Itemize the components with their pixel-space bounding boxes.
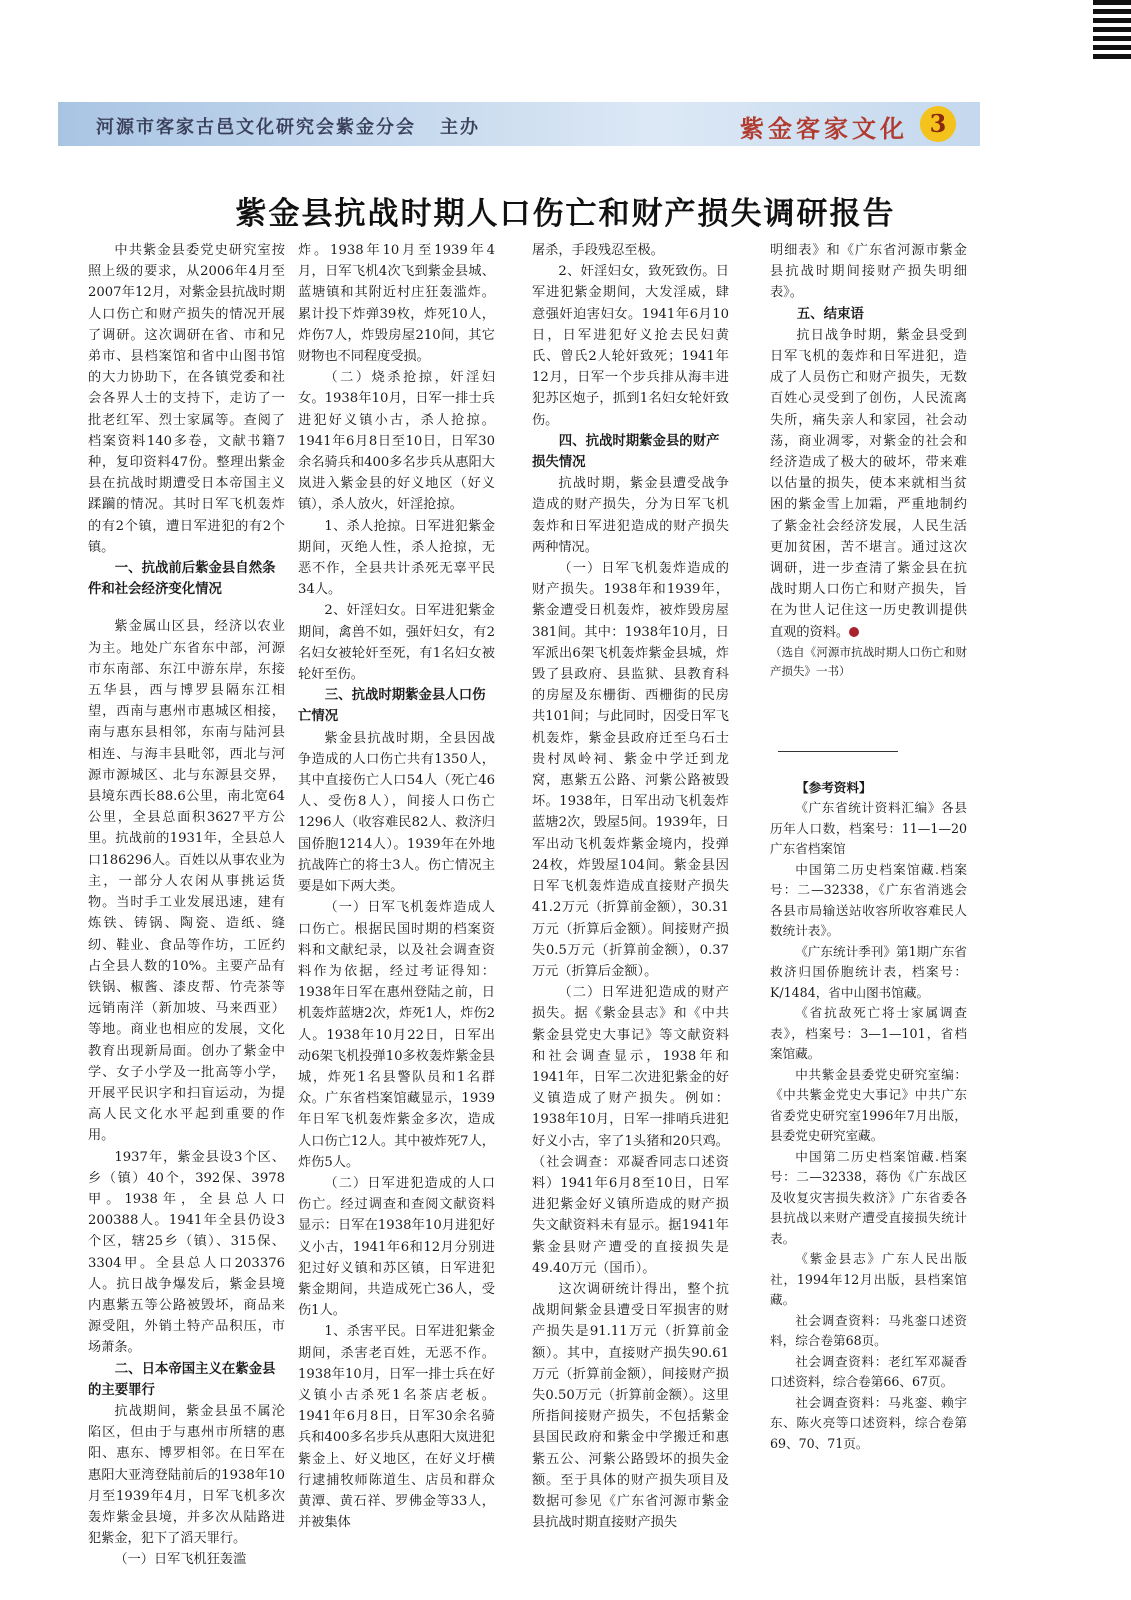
body-paragraph: 抗战时期，紫金县遭受战争造成的财产损失，分为日军飞机轰炸和日军进犯造成的财产损失两种情况。 — [532, 476, 729, 555]
reference-item: 社会调查资料：老红军邓凝香口述资料，综合卷第66、67页。 — [770, 1353, 967, 1390]
reference-item: 《广东统计季刊》第1期广东省救济归国侨胞统计表，档案号：K/1484，省中山图书馆藏。 — [770, 943, 967, 1000]
reference-item: 中国第二历史档案馆藏.档案号：二—32338，《广东省消逃会各县市局输送站收容所收容难民人数统计表》。 — [770, 861, 967, 939]
publication-title: 紫金客家文化 — [740, 114, 908, 143]
section-heading: 四、抗战时期紫金县的财产损失情况 — [532, 432, 720, 471]
paragraph-gap — [88, 600, 285, 616]
body-paragraph: 炸。1938年10月至1939年4月，日军飞机4次飞到紫金县城、蓝塘镇和其附近村庄狂轰滥炸。累计投下炸弹39枚，炸死10人，炸伤7人，炸毁房屋210间，其它财物也不同程度受损。 — [298, 243, 495, 365]
article-column-2 — [298, 240, 495, 1540]
body-paragraph: 1、杀人抢掠。日军进犯紫金期间，灭绝人性，杀人抢掠，无恶不作，全县共计杀死无辜平民34人。 — [298, 518, 495, 598]
reference-heading: 【参考资料】 — [796, 779, 872, 795]
body-paragraph: （一）日军飞机轰炸造成的财产损失。1938年和1939年，紫金遭受日机轰炸，被炸毁房屋381间。其中：1938年10月，日军派出6架飞机轰炸紫金县城，炸毁了县政府、县监狱、县教育科的房屋及东栅街、西栅街的民房共101间；与此同时，因受日军飞机轰炸，紫金县政府迁至乌石士贵村凤岭祠、紫金中学迁到龙窝，惠紫五公路、河紫公路被毁坏。1938年，日军出动飞机轰炸蓝塘2次，毁屋5间。1939年，日军出动飞机轰炸紫金境内，投弹24枚，炸毁屋104间。紫金县因日军飞机轰炸造成直接财产损失41.2万元（折算前金额），30.31万元（折算后金额）。间接财产损失0.5万元（折算前金额），0.37万元（折算后金额）。 — [532, 561, 729, 979]
body-paragraph: 屠杀，手段残忍至极。 — [532, 243, 664, 258]
reference-item: 中国第二历史档案馆藏.档案号：二—32338，蒋伪《广东战区及收复灾害损失救济》广东省委各县抗战以来财产遭受直接损失统计表。 — [770, 1148, 967, 1246]
header-organizer — [96, 113, 480, 139]
body-paragraph: 紫金县抗战时期，全县因战争造成的人口伤亡共有1350人，其中直接伤亡人口54人（死亡46人、受伤8人），间接人口伤亡1296人（收容难民82人、救济归国侨胞1214人）。1939年在外地抗战阵亡的将士3人。伤亡情况主要是如下两大类。 — [298, 730, 495, 895]
conclusion-section — [770, 240, 967, 681]
body-paragraph: （一）日军飞机轰炸造成人口伤亡。根据民国时期的档案资料和文献纪录，以及社会调查资料作为依据，经过考证得知：1938年日军在惠州登陆之前，日机轰炸蓝塘2次，炸死1人，炸伤2人。1938年10月22日，日军出动6架飞机投弹10多枚轰炸紫金县城，炸死1名县警队员和1名群众。广东省档案馆藏显示，1939年日军飞机轰炸紫金多次，造成人口伤亡12人。其中被炸死7人，炸伤5人。 — [298, 900, 495, 1170]
section-heading: 一、抗战前后紫金县自然条件和社会经济变化情况 — [88, 560, 276, 598]
body-paragraph: 抗日战争时期，紫金县受到日军飞机的轰炸和日军进犯，造成了人员伤亡和财产损失，无数百姓心灵受到了创伤，人民流离失所，痛失亲人和家园，社会动荡，商业凋零，对紫金的社会和经济造成了极大的破坏，带来难以估量的损失，使本来就相当贫困的紫金雪上加霜，严重地制约了紫金社会经济发展，人民生活更加贫困，苦不堪言。通过这次调研，进一步查清了紫金县在抗战时期人口伤亡和财产损失，旨在为世人记住这一历史教训提供直观的资料。 — [770, 327, 967, 640]
body-paragraph: 明细表》和《广东省河源市紫金县抗战时期间接财产损失明细表》。 — [770, 243, 967, 301]
body-paragraph: 1、杀害平民。日军进犯紫金期间，杀害老百姓，无恶不作。1938年10月，日军一排士兵在好义镇小古杀死1名茶店老板。1941年6月8日，日军30余名骑兵和400多名步兵从惠阳大岚进犯紫金上、好义地区，在好义圩横行逮捕牧师陈道生、店员和群众黄潭、黄石祥、罗佛金等33人，并被集体 — [298, 1324, 495, 1531]
body-paragraph: （一）日军飞机狂轰滥 — [114, 1552, 247, 1568]
body-paragraph: 这次调研统计得出，整个抗战期间紫金县遭受日军损害的财产损失是91.11万元（折算前金额）。其中，直接财产损失90.61万元（折算前金额），间接财产损失0.50万元（折算前金额）。这里所指间接财产损失，不包括紫金县国民政府和紫金中学搬迁和惠紫五公、河紫公路毁坏的损失金额。至于具体的财产损失项目及数据可参见《广东省河源市紫金县抗战时期直接财产损失 — [532, 1281, 729, 1531]
section-heading: 三、抗战时期紫金县人口伤亡情况 — [298, 687, 486, 725]
article-column-3 — [532, 240, 729, 1540]
source-note: （选自《河源市抗战时期人口伤亡和财产损失》一书） — [770, 644, 967, 678]
end-mark-icon — [849, 627, 859, 637]
reference-item: 社会调查资料：马兆銮口述资料，综合卷第68页。 — [770, 1312, 967, 1349]
reference-item: 《紫金县志》广东人民出版社，1994年12月出版，县档案馆藏。 — [770, 1251, 967, 1308]
body-paragraph: 中共紫金县委党史研究室按照上级的要求，从2006年4月至2007年12月，对紫金县抗战时期人口伤亡和财产损失的情况开展了调研。这次调研在省、市和兄弟市、县档案馆和省中山图书馆的大力协助下，在各镇党委和社会各界人士的支持下，走访了一批老红军、烈士家属等。查阅了档案资料140多卷，文献书籍7种，复印资料47份。整理出紫金县在抗战时期遭受日本帝国主义蹂躏的情况。其时日军飞机轰炸的有2个镇，遭日军进犯的有2个镇。 — [88, 243, 285, 555]
reference-item: 《广东省统计资料汇编》各县历年人口数，档案号：11—1—20广东省档案馆 — [770, 800, 967, 857]
section-heading: 五、结束语 — [796, 305, 864, 322]
section-heading: 二、日本帝国主义在紫金县的主要罪行 — [88, 1360, 276, 1398]
page-number-badge: 3 — [920, 106, 956, 142]
body-paragraph: 抗战期间，紫金县虽不属沦陷区，但由于与惠州市所辖的惠阳、惠东、博罗相邻。在日军在惠阳大亚湾登陆前后的1938年10月至1939年4月，日军飞机多次轰炸紫金县境，并多次从陆路进犯紫金，犯下了滔天罪行。 — [88, 1403, 285, 1547]
page-header-banner — [58, 102, 980, 146]
reference-items — [770, 798, 967, 1454]
reference-item: 中共紫金县委党史研究室编：《中共紫金党史大事记》中共广东省委党史研究室1996年7月出版，县委党史研究室藏。 — [770, 1066, 967, 1144]
body-paragraph: （二）日军进犯造成的人口伤亡。经过调查和查阅文献资料显示：日军在1938年10月进犯好义小古，1941年6和12月分别进犯过好义镇和苏区镇，日军进犯紫金期间，共造成死亡36人，受伤1人。 — [298, 1175, 495, 1319]
reference-item: 社会调查资料：马兆銮、赖宇东、陈火亮等口述资料，综合卷第69、70、71页。 — [770, 1394, 967, 1451]
body-paragraph: 1937年，紫金县设3个区、乡（镇）40个，392保、3978甲。1938年，全县总人口200388人。1941年全县仍设3个区，辖25乡（镇）、315保、3304甲。全县总人口203376人。抗日战争爆发后，紫金县境内惠紫五等公路被毁坏，商品来源受阻，外销土特产品积压，市场萧条。 — [88, 1149, 285, 1356]
body-paragraph: 2、奸淫妇女。日军进犯紫金期间，禽兽不如，强奸妇女，有2名妇女被轮奸至死，有1名妇女被轮奸至伤。 — [298, 603, 495, 683]
article-column-4 — [770, 240, 967, 1540]
organizer-name: 河源市客家古邑文化研究会紫金分会 — [96, 117, 416, 138]
reference-list — [770, 778, 967, 1455]
body-paragraph: 2、奸淫妇女，致死致伤。日军进犯紫金期间，大发淫威，肆意强奸迫害妇女。1941年6月10日，日军进犯好义抢去民妇黄氏、曾氏2人轮奸致死；1941年12月，日军一个步兵排从海丰进犯苏区炮子，抓到1名妇女轮奸致伤。 — [532, 264, 729, 428]
article-column-1 — [88, 240, 285, 1568]
organizer-role: 主办 — [440, 117, 480, 138]
reference-item: 《省抗敌死亡将士家属调查表》，档案号：3—1—101，省档案馆藏。 — [770, 1005, 967, 1062]
body-paragraph: （二）烧杀抢掠，奸淫妇女。1938年10月，日军一排士兵进犯好义镇小古，杀人抢掠。1941年6月8日至10日，日军30余名骑兵和400多名步兵从惠阳大岚进入紫金县的好义地区（好义镇），杀人放火，奸淫抢掠。 — [298, 370, 495, 513]
body-paragraph: 紫金属山区县，经济以农业为主。地处广东省东中部，河源市东南部、东江中游东岸，东接五华县，西与博罗县隔东江相望，西南与惠州市惠城区相接，南与惠东县相邻，东南与陆河县相连、与海丰县毗邻，西北与河源市源城区、北与东源县交界，县境东西长88.6公里，南北宽64公里，全县总面积3627平方公里。抗战前的1931年，全县总人口186296人。百姓以从事农业为主，一部分人农闲从事挑运货物。当时手工业发展迅速，建有炼铁、铸锅、陶瓷、造纸、缝纫、鞋业、食品等作坊，工匠约占全县人数的10%。主要产品有铁锅、椒酱、漆皮帮、竹壳茶等远销南洋（新加坡、马来西亚）等地。商业也相应的发展，文化教育出现新局面。创办了紫金中学、女子小学及一批高等小学，开展平民识字和扫盲运动，为提高人民文化水平起到重要的作用。 — [88, 619, 285, 1144]
scan-edge-mark — [1093, 0, 1131, 70]
body-paragraph: （二）日军进犯造成的财产损失。据《紫金县志》和《中共紫金县党史大事记》等文献资料和社会调查显示，1938年和1941年，日军二次进犯紫金的好义镇造成了财产损失。例如：1938年10月，日军一排哨兵进犯好义小古，宰了1头猪和20只鸡。（社会调查：邓凝香同志口述资料）1941年6月8至10日，日军进犯紫金好义镇所造成的财产损失文献资料未有显示。据1941年紫金县财产遭受的直接损失是49.40万元（国币）。 — [532, 985, 729, 1276]
article-title: 紫金县抗战时期人口伤亡和财产损失调研报告 — [235, 196, 896, 232]
reference-divider — [778, 751, 898, 752]
